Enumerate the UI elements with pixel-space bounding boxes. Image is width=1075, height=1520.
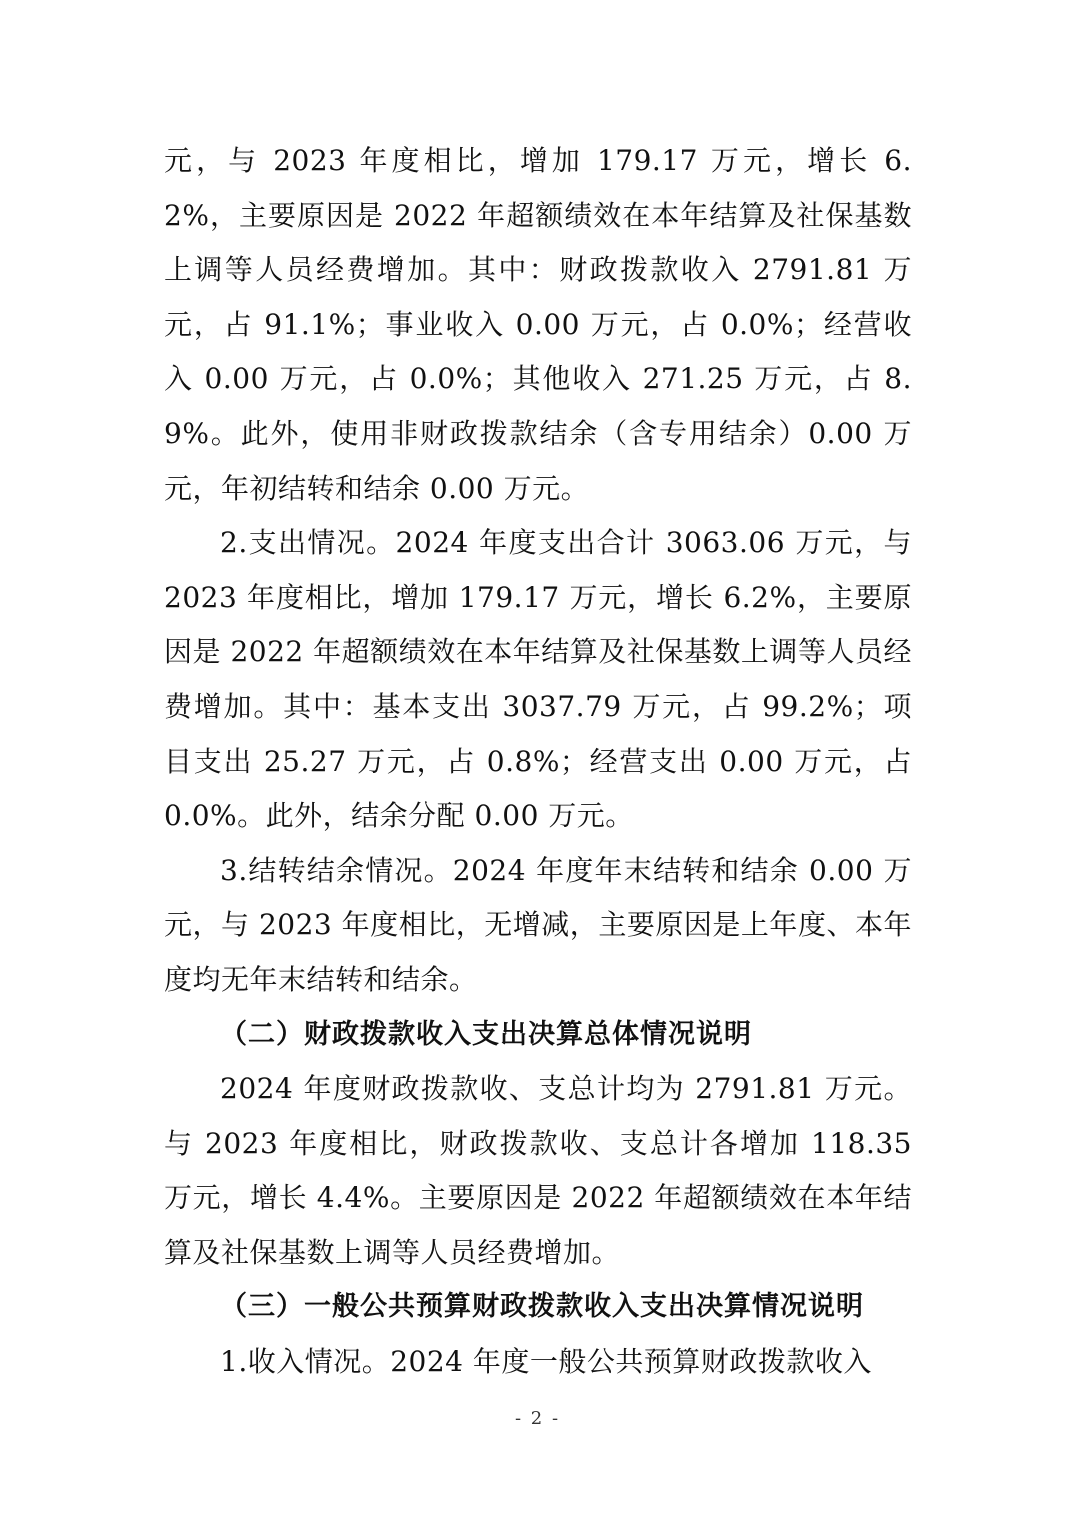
paragraph-expenditure: 2.支出情况。2024 年度支出合计 3063.06 万元，与 2023 年度相比，增加 179.17 万元，增长 6.2%，主要原因是 2022 年超额绩效在本年结算及社保基数上调等人员经费增加。其中：基本支出 3037.79 万元，占 99.2%；项目支出 25.27 万元，占 0.8%；经营支出 0.00 万元，占 0.0%。此外，结余分配 0.00 万元。 bbox=[164, 526, 913, 833]
page-number: - 2 - bbox=[514, 1408, 561, 1429]
paragraph-general-budget-income: 1.收入情况。2024 年度一般公共预算财政拨款收入 bbox=[220, 1345, 872, 1379]
section-heading-3: （三）一般公共预算财政拨款收入支出决算情况说明 bbox=[220, 1291, 864, 1323]
section-heading-2: （二）财政拨款收入支出决算总体情况说明 bbox=[220, 1018, 752, 1050]
paragraph-fiscal-overview: 2024 年度财政拨款收、支总计均为 2791.81 万元。与 2023 年度相比，财政拨款收、支总计各增加 118.35 万元，增长 4.4%。主要原因是 2022 年超额绩效在本年结算及社保基数上调等人员经费增加。 bbox=[164, 1072, 912, 1269]
body-text bbox=[164, 134, 912, 1390]
paragraph-income-continued: 元，与 2023 年度相比，增加 179.17 万元，增长 6.2%，主要原因是 2022 年超额绩效在本年结算及社保基数上调等人员经费增加。其中：财政拨款收入 2791.81 万元，占 91.1%；事业收入 0.00 万元，占 0.0%；经营收入 0.00 万元，占 0.0%；其他收入 271.25 万元，占 8.9%。此外，使用非财政拨款结余（含专用结余）0.00 万元，年初结转和结余 0.00 万元。 bbox=[164, 144, 912, 505]
paragraph-carryover: 3.结转结余情况。2024 年度年末结转和结余 0.00 万元，与 2023 年度相比，无增减，主要原因是上年度、本年度均无年末结转和结余。 bbox=[164, 853, 912, 996]
